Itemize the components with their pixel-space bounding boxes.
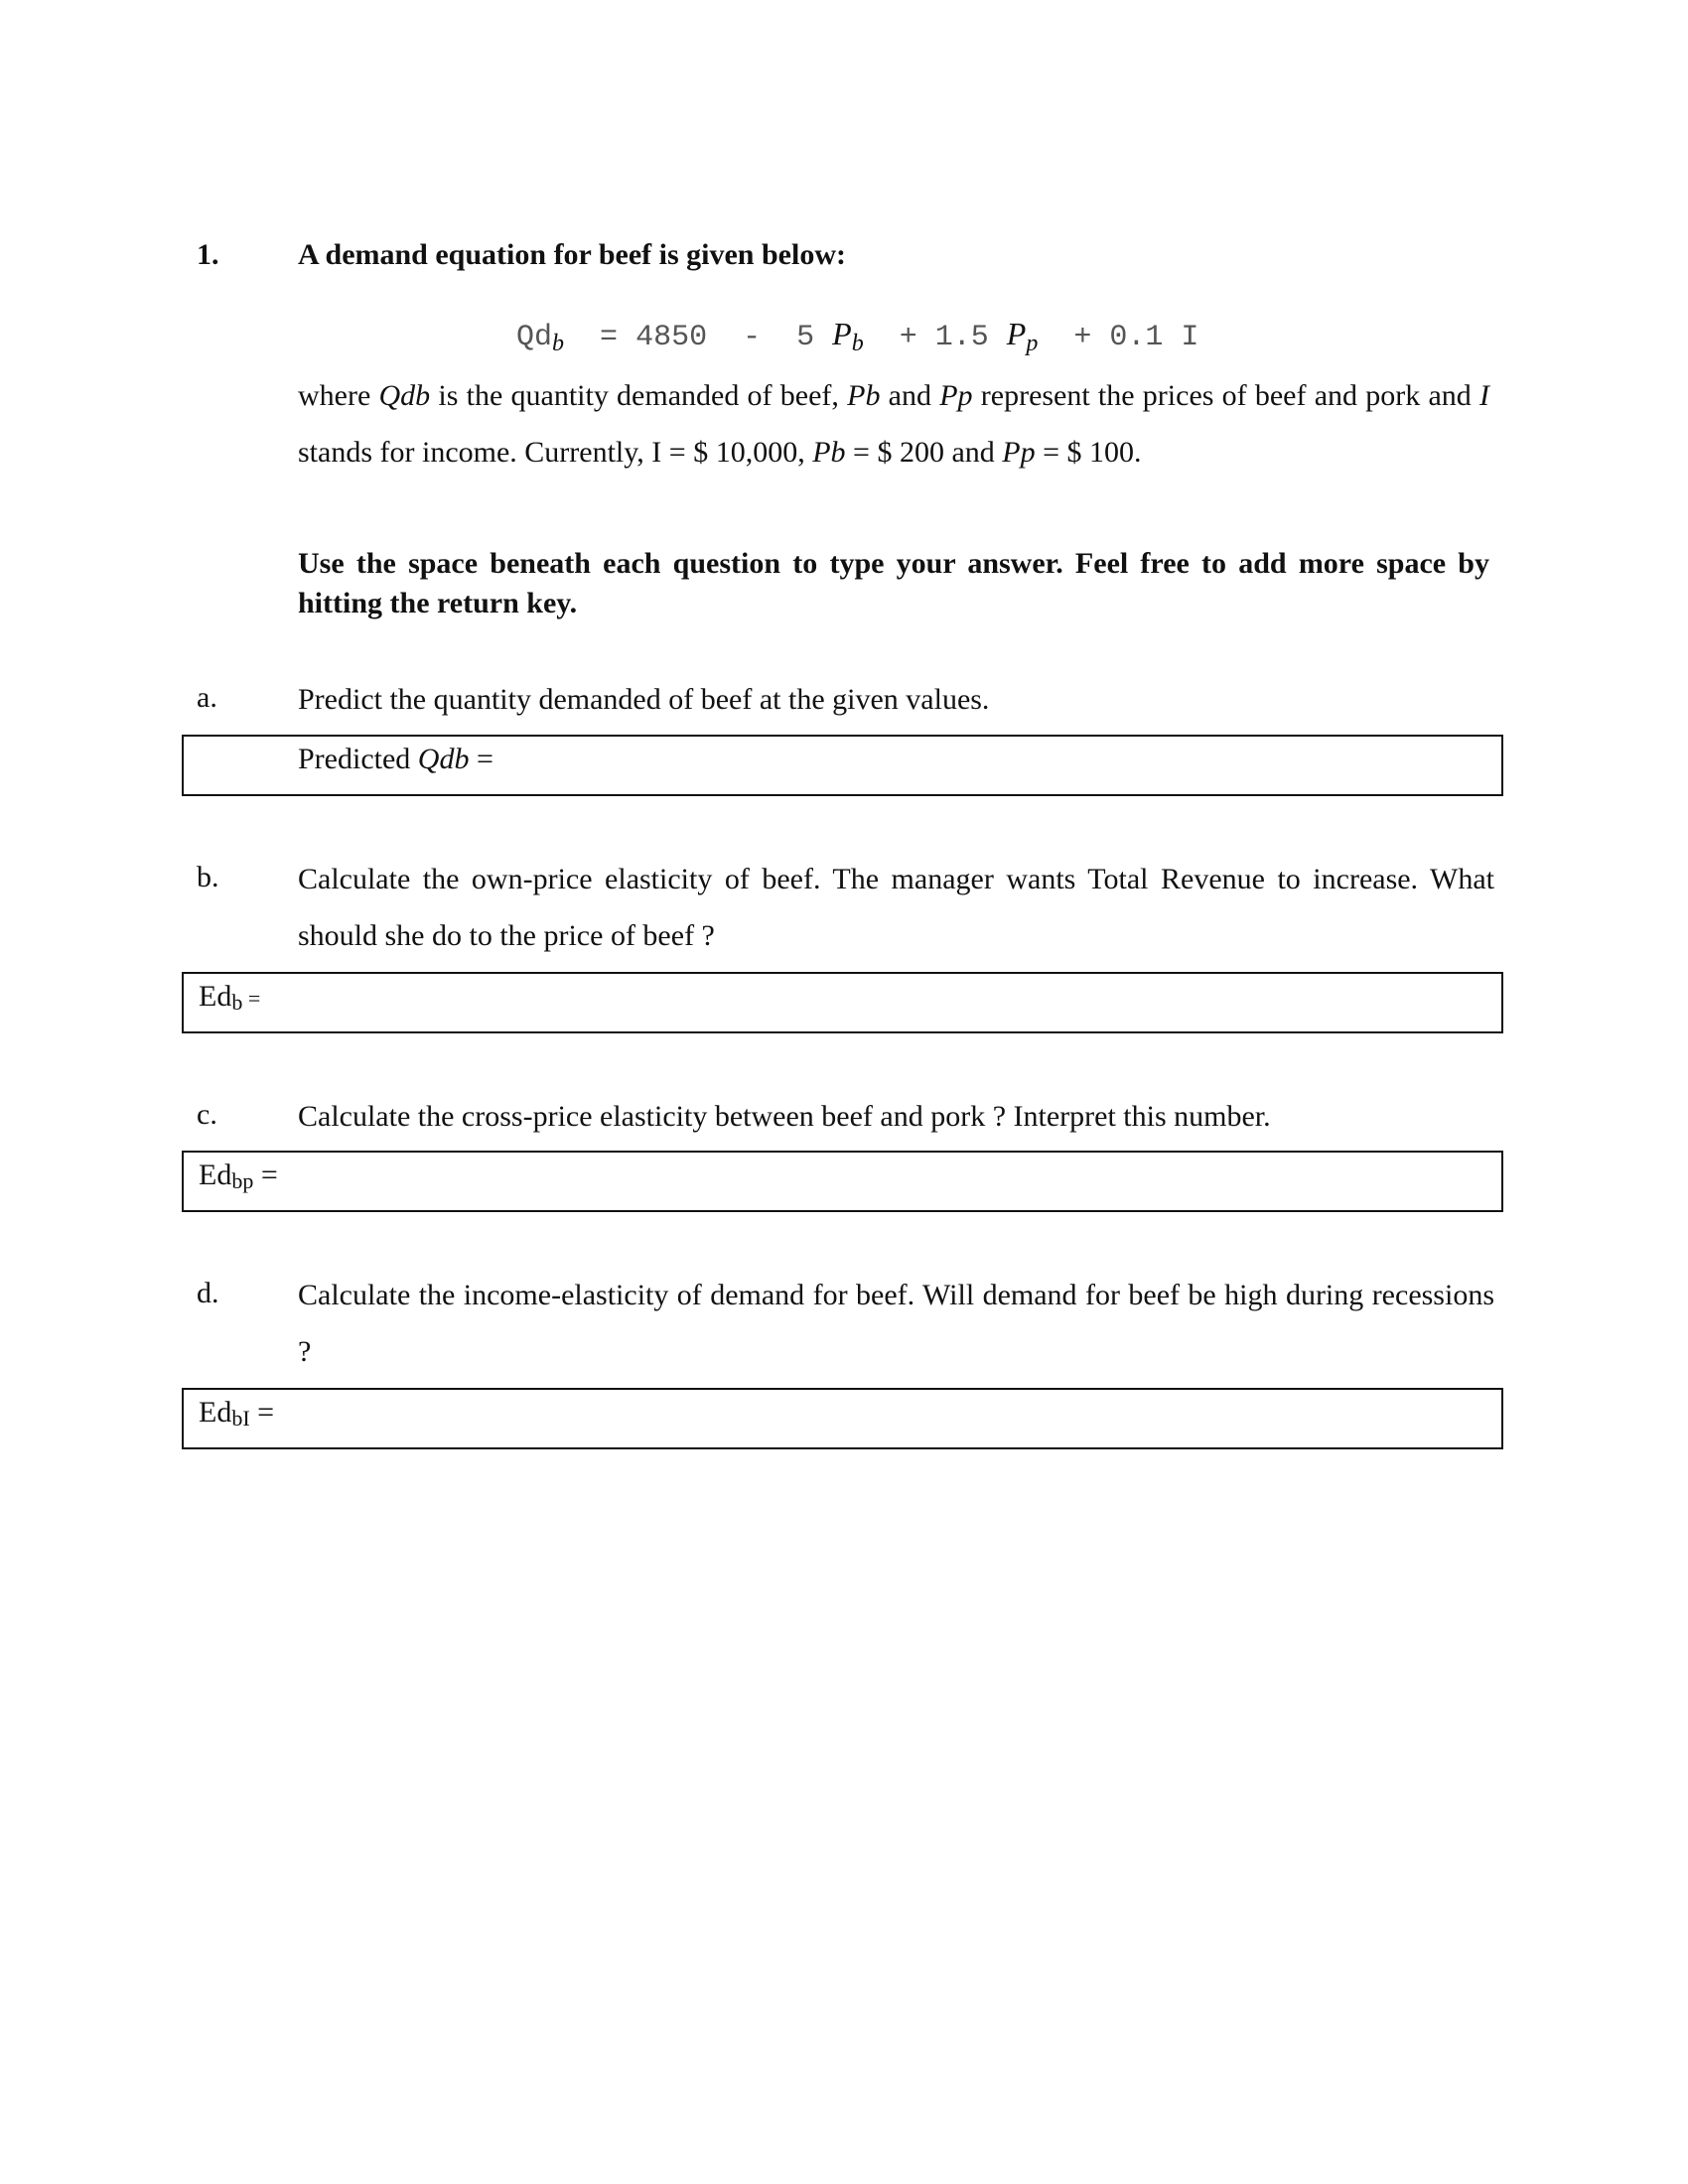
answer-var: Qdb <box>417 743 470 775</box>
answer-box-b[interactable] <box>182 972 1503 1033</box>
answer-sub: bp <box>231 1168 254 1193</box>
eq-lhs: Qd <box>516 321 553 354</box>
answer-eq: = <box>249 1396 275 1429</box>
desc-text: = $ 100. <box>1035 436 1142 469</box>
eq-pb-var: P <box>832 316 852 351</box>
answer-base: Ed <box>199 1159 232 1191</box>
answer-box-d[interactable] <box>182 1388 1503 1449</box>
question-text-d: Calculate the income-elasticity of demand for beef. Will demand for beef be high during recessions ? <box>298 1279 1494 1368</box>
desc-text: where <box>298 379 379 412</box>
desc-var-pb: Pb <box>812 436 846 469</box>
desc-var-pp: Pp <box>1002 436 1036 469</box>
answer-box-a[interactable] <box>182 735 1503 796</box>
question-text-b: Calculate the own-price elasticity of beef. The manager wants Total Revenue to increase. What should she do to the price of beef ? <box>298 863 1494 952</box>
answer-label-d <box>199 1396 274 1432</box>
question-label-c: c. <box>197 1098 217 1131</box>
question-label-b: b. <box>197 861 219 893</box>
instructions: Use the space beneath each question to type your answer. Feel free to add more space by hitting the return key. <box>298 547 1489 619</box>
desc-text: is the quantity demanded of beef, <box>430 379 848 412</box>
eq-plus-2: + <box>1073 321 1092 354</box>
answer-sub: bI <box>231 1406 250 1431</box>
desc-var-pb: Pb <box>847 379 881 412</box>
desc-text: stands for income. Currently, I = $ 10,000, <box>298 436 813 469</box>
desc-var-qdb: Qdb <box>378 379 431 412</box>
eq-minus: - <box>743 321 762 354</box>
equation-description <box>298 367 1489 480</box>
answer-prefix: Predicted <box>298 743 418 775</box>
answer-label-c <box>199 1159 278 1194</box>
eq-constant: 4850 <box>635 321 708 354</box>
answer-base: Ed <box>199 980 232 1013</box>
problem-number: 1. <box>197 238 219 271</box>
question-label-a: a. <box>197 681 217 714</box>
question-text-a: Predict the quantity demanded of beef at the given values. <box>298 683 990 716</box>
question-label-d: d. <box>197 1277 219 1309</box>
answer-label-a <box>298 743 493 776</box>
desc-text: represent the prices of beef and pork and <box>972 379 1479 412</box>
answer-label-b <box>199 980 260 1016</box>
answer-eq: = <box>469 743 493 775</box>
demand-equation <box>516 316 1198 357</box>
desc-var-i: I <box>1479 379 1489 412</box>
eq-coef-pb: 5 <box>796 321 815 354</box>
answer-box-c[interactable] <box>182 1151 1503 1212</box>
eq-i-var: I <box>1181 321 1199 354</box>
eq-coef-i: 0.1 <box>1109 321 1164 354</box>
eq-plus-1: + <box>899 321 917 354</box>
eq-pb-sub: b <box>851 331 864 356</box>
answer-eq: = <box>242 986 261 1011</box>
desc-text: = $ 200 and <box>845 436 1003 469</box>
eq-coef-pp: 1.5 <box>934 321 989 354</box>
desc-var-pp: Pp <box>939 379 973 412</box>
problem-title: A demand equation for beef is given below: <box>298 238 846 271</box>
answer-eq: = <box>253 1159 278 1191</box>
eq-sign: = <box>600 321 619 354</box>
answer-sub: b <box>231 990 243 1015</box>
desc-text: and <box>880 379 940 412</box>
eq-lhs-sub: b <box>552 331 565 356</box>
eq-pp-sub: p <box>1026 331 1039 356</box>
question-text-c: Calculate the cross-price elasticity between beef and pork ? Interpret this number. <box>298 1100 1271 1133</box>
eq-pp-var: P <box>1006 316 1027 351</box>
answer-base: Ed <box>199 1396 232 1429</box>
